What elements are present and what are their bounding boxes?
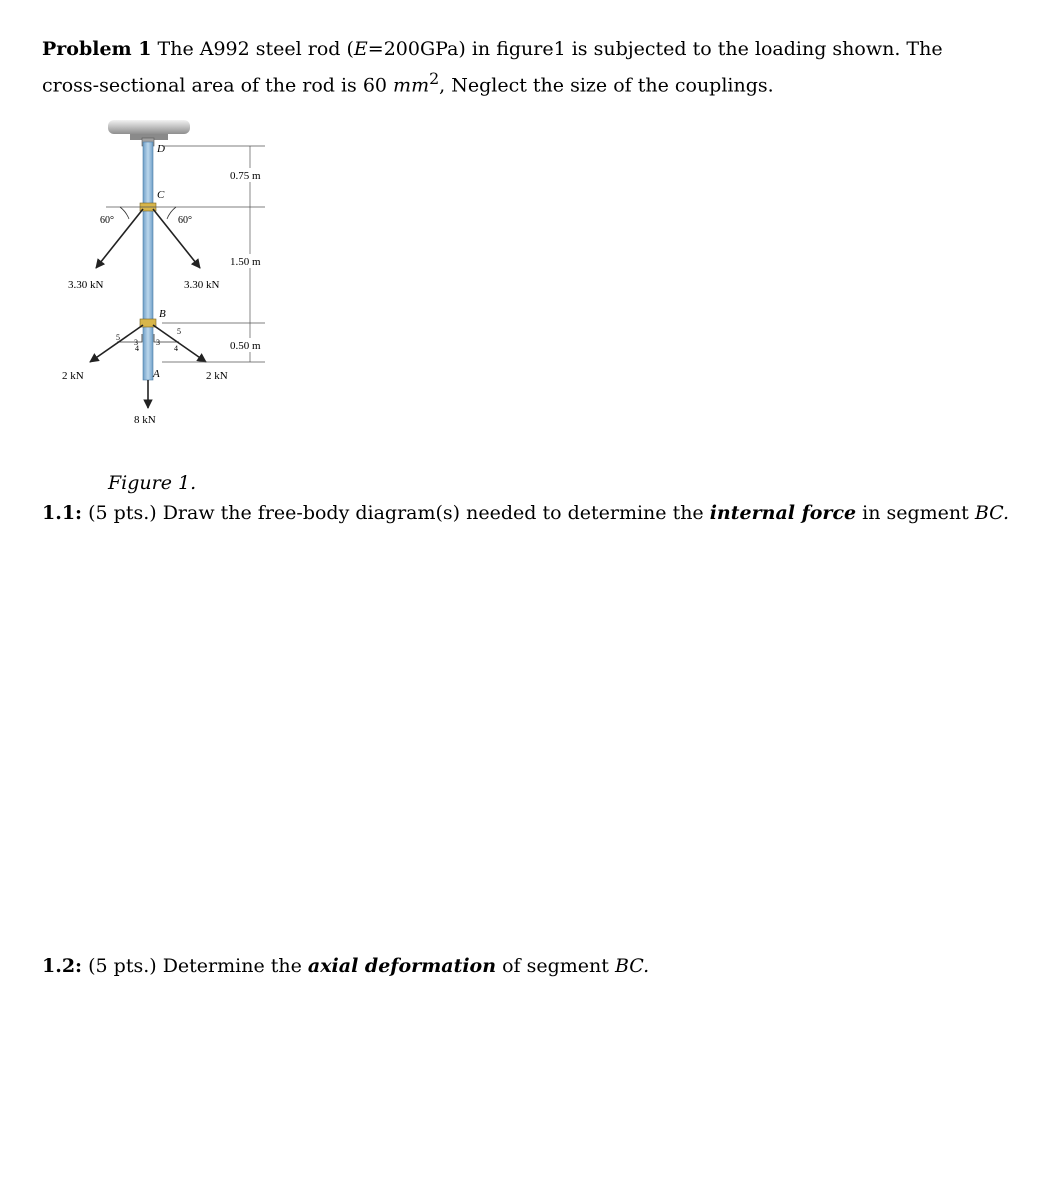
angle-right-label: 60° bbox=[178, 215, 192, 226]
question-1-2-emphasis: axial deformation bbox=[307, 955, 497, 977]
tri-left-h: 4 bbox=[135, 344, 139, 353]
area-unit-exponent: 2 bbox=[429, 69, 440, 88]
area-unit: mm bbox=[393, 74, 430, 97]
problem-text-a: The A992 steel rod ( bbox=[151, 38, 354, 60]
dim-dc-label: 0.75 m bbox=[230, 170, 261, 182]
force-c-left-label: 3.30 kN bbox=[68, 279, 104, 291]
problem-text-c: , Neglect the size of the couplings. bbox=[439, 74, 774, 97]
dim-ba-label: 0.50 m bbox=[230, 340, 261, 352]
problem-text-b: =200GPa) in figure1 is subjected to the loading shown. The cross-sectional area of the rod is 60 bbox=[42, 38, 943, 97]
tri-left-v: 3 bbox=[134, 338, 138, 347]
question-1-1-text-b: in segment bbox=[856, 502, 975, 524]
force-c-right-label: 3.30 kN bbox=[184, 279, 220, 291]
ceiling-support bbox=[108, 120, 190, 134]
problem-label: Problem 1 bbox=[42, 38, 152, 60]
question-1-2-text-b: of segment bbox=[496, 955, 615, 977]
tri-right-hyp: 5 bbox=[177, 327, 181, 336]
force-arrow-c-right bbox=[153, 209, 200, 268]
point-c-label: C bbox=[157, 189, 165, 201]
question-1-1-label: 1.1: bbox=[42, 502, 83, 524]
problem-statement bbox=[42, 34, 1002, 100]
force-b-left-label: 2 kN bbox=[62, 370, 84, 382]
question-1-2-segment: BC. bbox=[614, 955, 650, 977]
modulus-variable: E bbox=[353, 38, 368, 60]
point-d-label: D bbox=[157, 143, 165, 155]
figure-1 bbox=[50, 112, 290, 442]
question-1-1-text-a: (5 pts.) Draw the free-body diagram(s) needed to determine the bbox=[82, 502, 710, 524]
question-1-1 bbox=[42, 502, 1009, 524]
tri-left-hyp: 5 bbox=[116, 333, 120, 342]
question-1-1-emphasis: internal force bbox=[709, 502, 857, 524]
force-b-right-label: 2 kN bbox=[206, 370, 228, 382]
angle-left-label: 60° bbox=[100, 215, 114, 226]
question-1-2-text-a: (5 pts.) Determine the bbox=[82, 955, 308, 977]
figure-caption: Figure 1. bbox=[108, 472, 197, 494]
rod-diagram bbox=[50, 112, 290, 442]
point-a-label: A bbox=[153, 368, 160, 380]
question-1-2 bbox=[42, 955, 649, 977]
question-1-1-segment: BC. bbox=[974, 502, 1010, 524]
dim-cb-label: 1.50 m bbox=[230, 256, 261, 268]
steel-rod bbox=[143, 142, 153, 380]
tri-right-h: 4 bbox=[174, 344, 178, 353]
force-a-label: 8 kN bbox=[134, 414, 156, 426]
point-b-label: B bbox=[159, 308, 166, 320]
angle-arc-left bbox=[120, 207, 129, 219]
question-1-2-label: 1.2: bbox=[42, 955, 83, 977]
angle-arc-right bbox=[167, 207, 176, 219]
tri-right-v: 3 bbox=[156, 338, 160, 347]
